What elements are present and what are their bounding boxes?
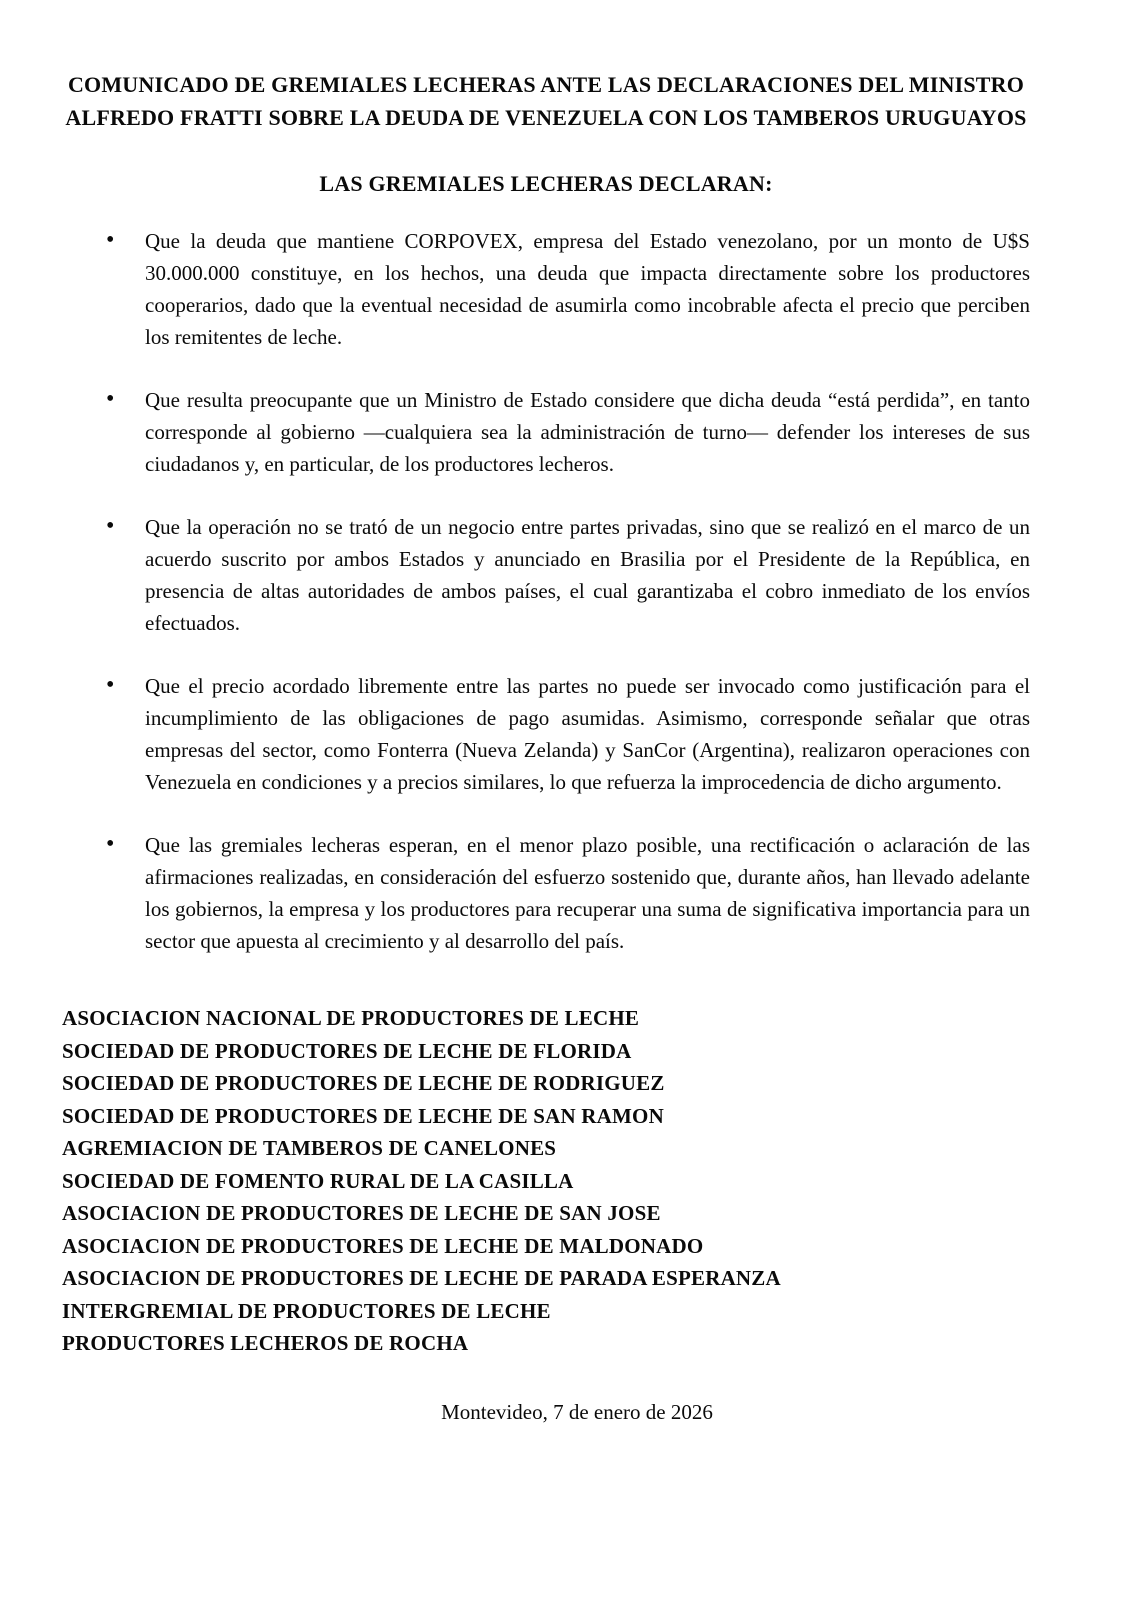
declaration-text-2: Que resulta preocupante que un Ministro de Estado considere que dicha deuda “está perdida”, en tanto corresponde al gobierno —cualquiera sea la administración de turno— defender los intereses de sus ciudadanos y, en particular, de los productores lecheros. (145, 388, 1030, 476)
declaration-item-4 (62, 670, 1030, 798)
signatory-10: INTERGREMIAL DE PRODUCTORES DE LECHE (62, 1298, 551, 1323)
bullet-icon: • (106, 831, 115, 857)
document-subtitle: LAS GREMIALES LECHERAS DECLARAN: (319, 171, 773, 196)
document-title: COMUNICADO DE GREMIALES LECHERAS ANTE LAS DECLARACIONES DEL MINISTRO ALFREDO FRATTI SOBRE LA DEUDA DE VENEZUELA CON LOS TAMBEROS URUGUAYOS (65, 72, 1027, 130)
signatory-3: SOCIEDAD DE PRODUCTORES DE LECHE DE RODRIGUEZ (62, 1071, 665, 1095)
declaration-text-5: Que las gremiales lecheras esperan, en el menor plazo posible, una rectificación o aclaración de las afirmaciones realizadas, en consideración del esfuerzo sostenido que, durante años, han llevado adelante los gobiernos, la empresa y los productores para recuperar una suma de significativa importancia para un sector que apuesta al crecimiento y al desarrollo del país. (145, 833, 1030, 953)
signatories-list (62, 1002, 1030, 1360)
dateline: Montevideo, 7 de enero de 2026 (441, 1399, 713, 1424)
declaration-item-2 (62, 384, 1030, 480)
signatory-9: ASOCIACION DE PRODUCTORES DE LECHE DE PARADA ESPERANZA (62, 1266, 781, 1290)
signatory-5: AGREMIACION DE TAMBEROS DE CANELONES (62, 1136, 557, 1160)
bullet-icon: • (106, 672, 115, 698)
signatory-6: SOCIEDAD DE FOMENTO RURAL DE LA CASILLA (62, 1168, 574, 1193)
signatory-8: ASOCIACION DE PRODUCTORES DE LECHE DE MALDONADO (62, 1233, 704, 1258)
declaration-text-1: Que la deuda que mantiene CORPOVEX, empresa del Estado venezolano, por un monto de U$S 30.000.000 constituye, en los hechos, una deuda que impacta directamente sobre los productores cooperarios, dado que la eventual necesidad de asumirla como incobrable afecta el precio que perciben los remitentes de leche. (145, 229, 1030, 349)
declaration-item-5 (62, 829, 1030, 957)
declaration-text-3: Que la operación no se trató de un negocio entre partes privadas, sino que se realizó en el marco de un acuerdo suscrito por ambos Estados y anunciado en Brasilia por el Presidente de la República, en presencia de altas autoridades de ambos países, el cual garantizaba el cobro inmediato de los envíos efectuados. (145, 515, 1030, 635)
signatory-1: ASOCIACION NACIONAL DE PRODUCTORES DE LECHE (62, 1006, 640, 1030)
signatory-2: SOCIEDAD DE PRODUCTORES DE LECHE DE FLORIDA (62, 1038, 632, 1063)
bullet-icon: • (106, 386, 115, 412)
signatory-7: ASOCIACION DE PRODUCTORES DE LECHE DE SAN JOSE (62, 1201, 661, 1225)
signatory-11: PRODUCTORES LECHEROS DE ROCHA (62, 1331, 469, 1355)
declarations-list (62, 225, 1030, 957)
bullet-icon: • (106, 513, 115, 539)
bullet-icon: • (106, 227, 115, 253)
declaration-item-1 (62, 225, 1030, 353)
declaration-text-4: Que el precio acordado libremente entre las partes no puede ser invocado como justificación para el incumplimiento de las obligaciones de pago asumidas. Asimismo, corresponde señalar que otras empresas del sector, como Fonterra (Nueva Zelanda) y SanCor (Argentina), realizaron operaciones con Venezuela en condiciones y a precios similares, lo que refuerza la improcedencia de dicho argumento. (145, 674, 1030, 794)
declaration-item-3 (62, 511, 1030, 639)
signatory-4: SOCIEDAD DE PRODUCTORES DE LECHE DE SAN RAMON (62, 1103, 664, 1128)
